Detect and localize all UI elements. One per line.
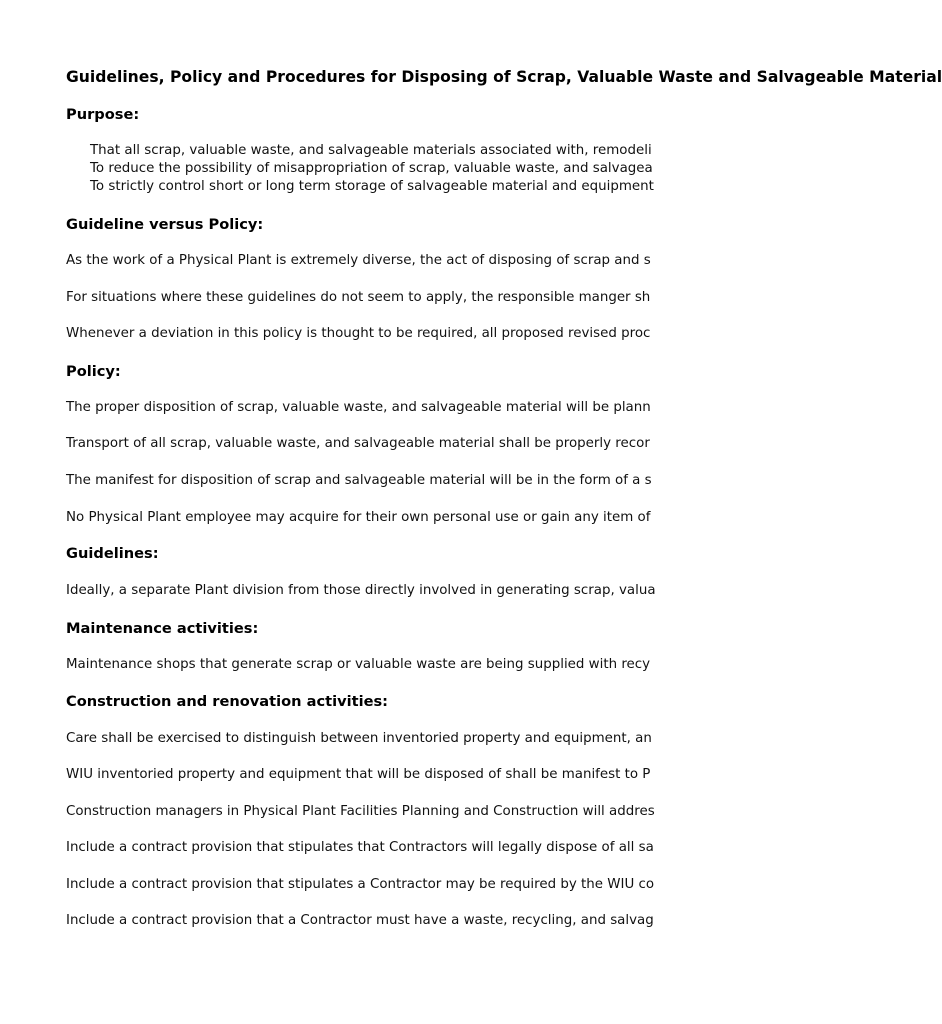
paragraph: As the work of a Physical Plant is extremely diverse, the act of disposing of scrap and s bbox=[66, 253, 651, 268]
paragraph: The proper disposition of scrap, valuable waste, and salvageable material will be plann bbox=[66, 400, 651, 415]
paragraph: No Physical Plant employee may acquire for their own personal use or gain any item of bbox=[66, 510, 651, 525]
paragraph: Include a contract provision that stipulates a Contractor may be required by the WIU co bbox=[66, 877, 655, 892]
heading-guideline-versus-policy: Guideline versus Policy: bbox=[66, 216, 264, 233]
paragraph: Include a contract provision that a Contractor must have a waste, recycling, and salvag bbox=[66, 913, 654, 928]
paragraph: Maintenance shops that generate scrap or valuable waste are being supplied with recy bbox=[66, 657, 651, 672]
document-content bbox=[66, 0, 942, 1024]
purpose-item: To reduce the possibility of misappropriation of scrap, valuable waste, and salvagea bbox=[90, 161, 653, 176]
paragraph: Transport of all scrap, valuable waste, and salvageable material shall be properly recor bbox=[66, 436, 650, 451]
heading-guidelines: Guidelines: bbox=[66, 545, 159, 562]
heading-policy: Policy: bbox=[66, 363, 121, 380]
heading-construction-renovation: Construction and renovation activities: bbox=[66, 693, 389, 710]
paragraph: Care shall be exercised to distinguish between inventoried property and equipment, an bbox=[66, 731, 652, 746]
paragraph: Whenever a deviation in this policy is thought to be required, all proposed revised proc bbox=[66, 326, 651, 341]
paragraph: WIU inventoried property and equipment that will be disposed of shall be manifest to P bbox=[66, 767, 651, 782]
purpose-item: That all scrap, valuable waste, and salvageable materials associated with, remodeli bbox=[90, 143, 652, 158]
purpose-item: To strictly control short or long term storage of salvageable material and equipment bbox=[90, 179, 654, 194]
document-title: Guidelines, Policy and Procedures for Disposing of Scrap, Valuable Waste and Salvageable Material bbox=[66, 68, 942, 86]
heading-maintenance-activities: Maintenance activities: bbox=[66, 620, 259, 637]
paragraph: Ideally, a separate Plant division from those directly involved in generating scrap, valua bbox=[66, 583, 656, 598]
paragraph: The manifest for disposition of scrap and salvageable material will be in the form of a s bbox=[66, 473, 652, 488]
paragraph: For situations where these guidelines do not seem to apply, the responsible manger sh bbox=[66, 290, 651, 305]
paragraph: Include a contract provision that stipulates that Contractors will legally dispose of all sa bbox=[66, 840, 654, 855]
paragraph: Construction managers in Physical Plant Facilities Planning and Construction will addres bbox=[66, 804, 655, 819]
heading-purpose: Purpose: bbox=[66, 106, 140, 123]
